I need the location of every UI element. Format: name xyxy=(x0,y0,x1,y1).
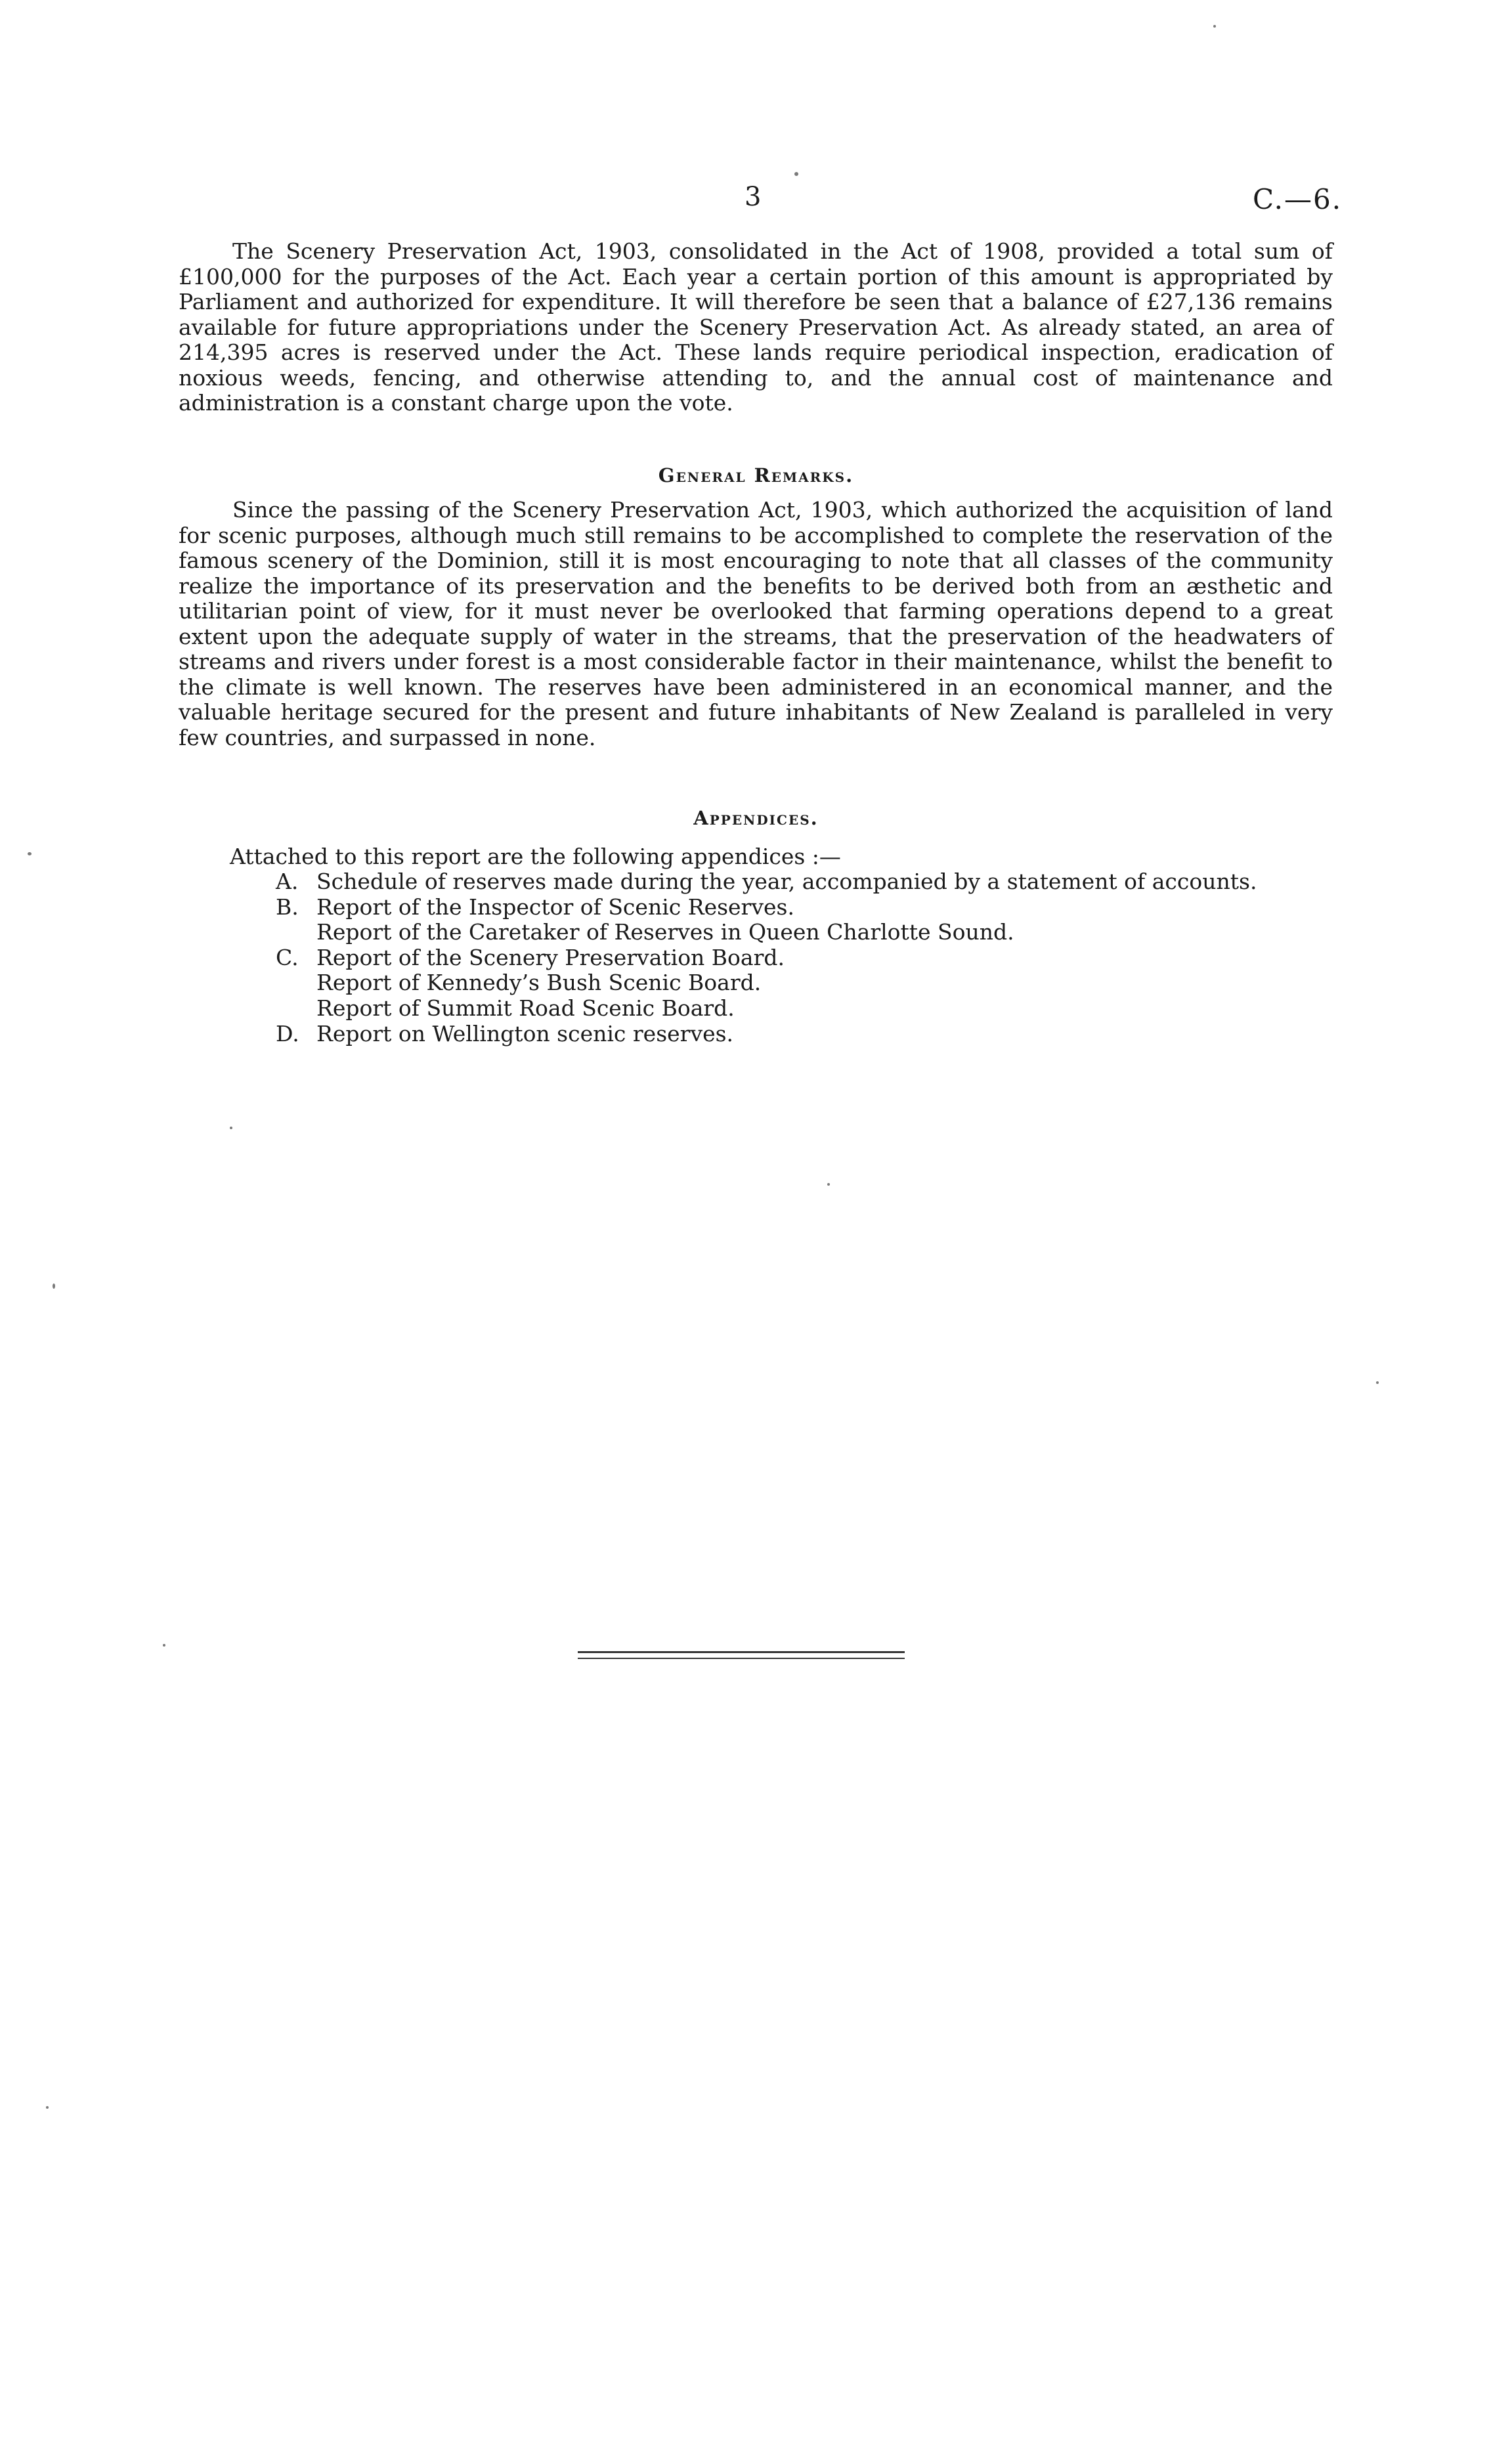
appendix-text: Schedule of reserves made during the year, accompanied by a statement of accounts. xyxy=(316,869,1257,894)
document-reference: C.—6. xyxy=(1253,183,1343,215)
appendix-letter: A. xyxy=(276,869,299,894)
scan-speck xyxy=(163,1644,165,1647)
appendix-letter: B. xyxy=(276,894,299,920)
appendix-item xyxy=(276,996,1257,1022)
heading-appendices: Appendices. xyxy=(693,807,819,829)
paragraph-general-remarks: Since the passing of the Scenery Preservation Act, 1903, which authorized the acquisition of land for scenic purposes, although much still remains to be accomplished to complete the reservation of the famous scenery of the Dominion, still it is most encouraging to note that all classes of the community realize the importance of its preservation and the benefits to be derived both from an æsthetic and utilitarian point of view, for it must never be overlooked that farming operations depend to a great extent upon the adequate supply of water in the streams, that the preservation of the headwaters of streams and rivers under forest is a most considerable factor in their maintenance, whilst the benefit to the climate is well known. The reserves have been administered in an economical manner, and the valuable heritage secured for the present and future inhabitants of New Zealand is paralleled in very few countries, and surpassed in none. xyxy=(179,497,1333,750)
appendix-item xyxy=(276,869,1257,895)
appendices-intro: Attached to this report are the following appendices :— xyxy=(230,844,841,869)
appendix-item xyxy=(276,945,1257,971)
appendix-text: Report of Summit Road Scenic Board. xyxy=(316,995,735,1021)
appendix-item xyxy=(276,1022,1257,1047)
scan-speck xyxy=(827,1183,830,1186)
paragraph-funding: The Scenery Preservation Act, 1903, consolidated in the Act of 1908, provided a total sum of £100,000 for the purposes of the Act. Each year a certain portion of this amount is appropriated by Parliament and authorized for expenditure. It will therefore be seen that a balance of £27,136 remains available for future appropriations under the Scenery Preservation Act. As already stated, an area of 214,395 acres is reserved under the Act. These lands require periodical inspection, eradication of noxious weeds, fencing, and otherwise attending to, and the annual cost of maintenance and administration is a constant charge upon the vote. xyxy=(179,238,1333,416)
appendix-text: Report of the Caretaker of Reserves in Queen Charlotte Sound. xyxy=(316,919,1014,945)
appendix-item xyxy=(276,895,1257,920)
scan-speck xyxy=(28,852,32,855)
appendix-text: Report on Wellington scenic reserves. xyxy=(316,1020,734,1046)
appendix-item xyxy=(276,970,1257,996)
appendix-letter: C. xyxy=(276,944,299,970)
scan-speck xyxy=(230,1127,232,1129)
end-rule xyxy=(578,1651,905,1659)
scan-speck xyxy=(794,172,798,176)
scan-speck xyxy=(1213,25,1216,28)
appendix-item xyxy=(276,920,1257,945)
scan-speck xyxy=(53,1283,55,1289)
appendix-list xyxy=(276,869,1257,1046)
page-number: 3 xyxy=(745,182,762,212)
heading-general-remarks: General Remarks. xyxy=(658,464,854,486)
appendix-text: Report of Kennedy’s Bush Scenic Board. xyxy=(316,970,762,996)
appendix-text: Report of the Scenery Preservation Board. xyxy=(316,944,785,970)
appendix-text: Report of the Inspector of Scenic Reserves. xyxy=(316,894,794,920)
scan-speck xyxy=(1376,1381,1379,1384)
appendix-letter: D. xyxy=(276,1020,299,1046)
scan-speck xyxy=(46,2106,49,2109)
